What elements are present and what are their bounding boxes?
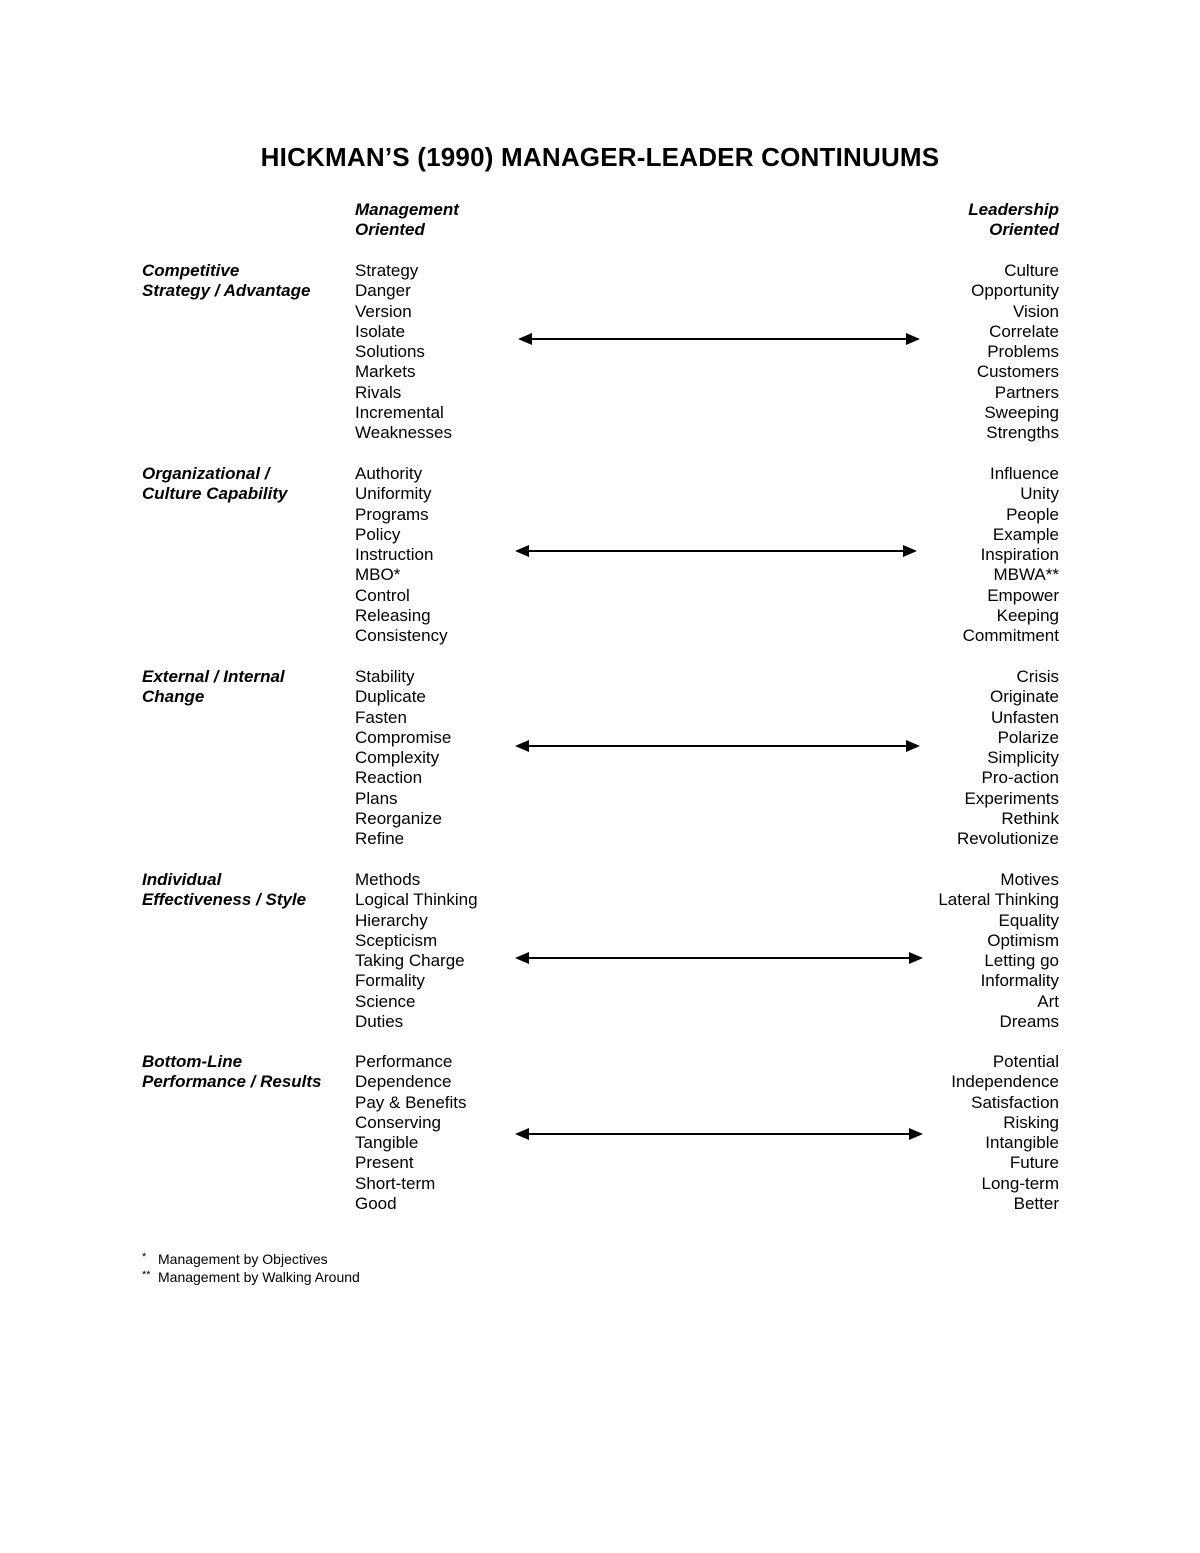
management-item: Strategy — [355, 261, 419, 280]
section-category — [142, 667, 285, 708]
leadership-item: Future — [1009, 1153, 1059, 1173]
management-item: Logical Thinking — [355, 890, 478, 910]
page-title: HICKMAN’S (1990) MANAGER-LEADER CONTINUUMS — [260, 142, 940, 172]
management-item: Uniformity — [355, 484, 432, 504]
management-item: Markets — [355, 362, 416, 382]
category-line-2: Change — [142, 687, 205, 707]
leadership-item: Commitment — [962, 626, 1059, 646]
management-item: Reaction — [355, 768, 423, 788]
leadership-item: Customers — [976, 362, 1059, 382]
section-category — [142, 261, 310, 302]
management-item: Programs — [355, 504, 429, 524]
management-item: Weaknesses — [355, 423, 453, 443]
management-items — [355, 261, 452, 444]
management-items — [355, 464, 448, 647]
management-item: Plans — [355, 788, 398, 808]
footnotes — [142, 1250, 360, 1286]
leadership-item: Lateral Thinking — [938, 890, 1059, 910]
leadership-item: Unfasten — [990, 707, 1059, 727]
header-left-line-2: Oriented — [355, 220, 425, 239]
management-item: Rivals — [355, 382, 402, 402]
management-item: Releasing — [355, 606, 431, 626]
leadership-item: Intangible — [985, 1133, 1059, 1153]
leadership-item: Simplicity — [987, 748, 1059, 768]
section-category — [142, 870, 306, 911]
management-item: Good — [355, 1194, 397, 1214]
category-line-1: Competitive — [142, 261, 240, 280]
leadership-item: Crisis — [1016, 667, 1059, 686]
double-arrow-icon — [515, 951, 923, 965]
management-item: Methods — [355, 870, 421, 889]
category-line-2: Culture Capability — [142, 484, 288, 504]
leadership-item: Strengths — [986, 423, 1059, 443]
leadership-item: Letting go — [984, 951, 1059, 971]
leadership-item: Better — [1013, 1194, 1059, 1214]
management-items — [355, 667, 451, 850]
category-line-1: Bottom-Line — [142, 1052, 243, 1071]
leadership-item: Keeping — [996, 606, 1059, 626]
category-line-2: Effectiveness / Style — [142, 890, 307, 910]
leadership-item: People — [1006, 504, 1059, 524]
double-arrow-icon — [515, 1127, 923, 1141]
double-arrow-icon — [515, 544, 917, 558]
leadership-item: Risking — [1003, 1112, 1059, 1132]
leadership-item: Inspiration — [980, 545, 1059, 565]
leadership-item: Correlate — [989, 321, 1059, 341]
leadership-item: Potential — [992, 1052, 1059, 1071]
management-oriented-header — [355, 200, 459, 240]
leadership-item: Partners — [994, 382, 1059, 402]
management-items — [355, 1052, 467, 1214]
management-item: Duties — [355, 1012, 404, 1032]
management-item: Conserving — [355, 1112, 441, 1132]
section-category — [142, 1052, 322, 1093]
leadership-item: Independence — [951, 1072, 1059, 1092]
footnote-mark: ** — [142, 1269, 151, 1281]
leadership-item: Problems — [987, 342, 1059, 362]
management-item: Pay & Benefits — [355, 1092, 467, 1112]
category-line-1: External / Internal — [142, 667, 285, 686]
management-item: Scepticism — [355, 930, 438, 950]
management-item: Compromise — [355, 727, 452, 747]
leadership-items — [938, 870, 1059, 1032]
header-right-line-2: Oriented — [989, 220, 1059, 239]
leadership-item: Pro-action — [981, 768, 1059, 788]
footnote-text: Management by Objectives — [158, 1251, 328, 1267]
management-item: Policy — [355, 524, 401, 544]
management-item: Reorganize — [355, 809, 442, 829]
management-item: Formality — [355, 971, 425, 991]
section-category — [142, 464, 287, 505]
management-items — [355, 870, 478, 1032]
category-line-1: Individual — [142, 870, 222, 889]
management-item: Dependence — [355, 1072, 452, 1092]
leadership-item: Culture — [1004, 261, 1059, 280]
leadership-item: Influence — [990, 464, 1059, 483]
leadership-item: Optimism — [987, 930, 1059, 950]
management-item: Tangible — [355, 1133, 419, 1153]
leadership-item: Experiments — [964, 788, 1059, 808]
leadership-item: Satisfaction — [971, 1092, 1059, 1112]
leadership-item: Revolutionize — [956, 829, 1059, 849]
leadership-item: Long-term — [981, 1173, 1059, 1193]
footnote-mbwa — [142, 1268, 360, 1286]
management-item: Danger — [355, 281, 411, 301]
leadership-oriented-header — [968, 200, 1059, 240]
leadership-item: Dreams — [999, 1012, 1059, 1032]
leadership-item: Art — [1037, 991, 1059, 1011]
management-item: Instruction — [355, 545, 434, 565]
double-arrow-icon — [515, 739, 920, 753]
leadership-item: Sweeping — [984, 403, 1059, 423]
footnote-mbo — [142, 1250, 360, 1268]
management-item: Complexity — [355, 748, 440, 768]
management-item: Present — [355, 1153, 414, 1173]
management-item: Performance — [355, 1052, 453, 1071]
management-item: Taking Charge — [355, 951, 465, 971]
footnote-text: Management by Walking Around — [158, 1269, 360, 1285]
footnote-mark: * — [142, 1251, 147, 1263]
header-right-line-1: Leadership — [968, 200, 1059, 219]
leadership-item: Informality — [980, 971, 1059, 991]
leadership-item: Equality — [998, 910, 1059, 930]
management-item: Hierarchy — [355, 910, 428, 930]
category-line-2: Strategy / Advantage — [142, 281, 311, 301]
leadership-items — [971, 261, 1059, 444]
management-item: Control — [355, 585, 410, 605]
management-item: Stability — [355, 667, 415, 686]
leadership-item: MBWA** — [993, 565, 1059, 585]
leadership-item: Unity — [1020, 484, 1059, 504]
management-item: Short-term — [355, 1173, 436, 1193]
leadership-item: Example — [992, 524, 1059, 544]
management-item: Refine — [355, 829, 405, 849]
management-item: Incremental — [355, 403, 444, 423]
category-line-2: Performance / Results — [142, 1072, 322, 1092]
leadership-item: Empower — [987, 585, 1059, 605]
management-item: Duplicate — [355, 687, 426, 707]
leadership-item: Motives — [1000, 870, 1059, 889]
management-item: Isolate — [355, 321, 406, 341]
header-left-line-1: Management — [355, 200, 459, 219]
management-item: Fasten — [355, 707, 407, 727]
management-item: Authority — [355, 464, 423, 483]
leadership-item: Polarize — [997, 727, 1059, 747]
double-arrow-icon — [518, 332, 920, 346]
leadership-item: Vision — [1013, 301, 1059, 321]
management-item: Solutions — [355, 342, 425, 362]
management-item: Science — [355, 991, 416, 1011]
management-item: Version — [355, 301, 412, 321]
leadership-item: Rethink — [1001, 809, 1059, 829]
leadership-item: Originate — [990, 687, 1059, 707]
leadership-items — [963, 464, 1059, 647]
leadership-item: Opportunity — [971, 281, 1059, 301]
leadership-items — [951, 1052, 1059, 1214]
management-item: Consistency — [355, 626, 448, 646]
management-item: MBO* — [355, 565, 401, 585]
leadership-items — [957, 667, 1059, 850]
category-line-1: Organizational / — [142, 464, 270, 483]
